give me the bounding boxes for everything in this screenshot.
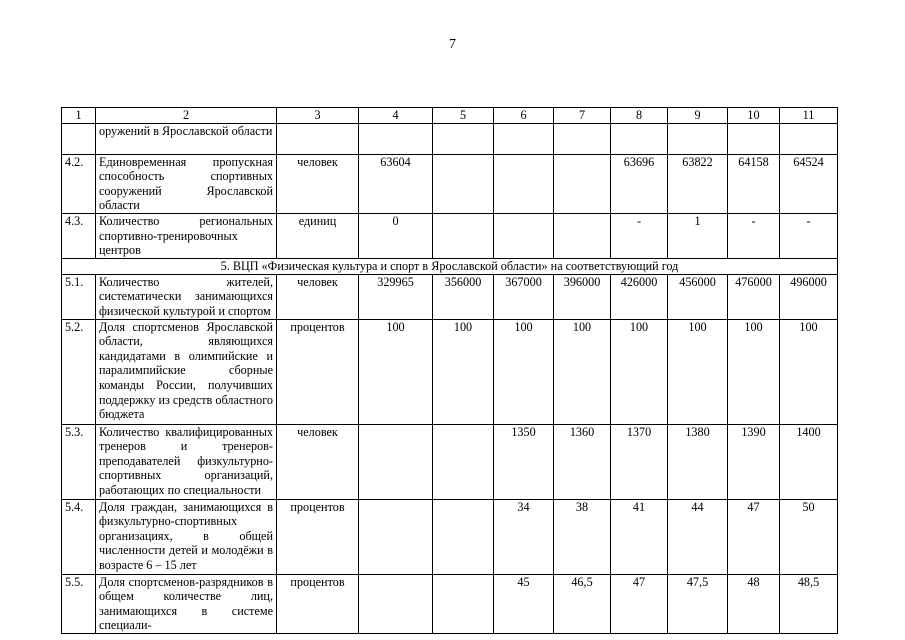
indicator-value bbox=[554, 154, 611, 213]
indicator-value bbox=[554, 123, 611, 154]
column-number-cell: 1 bbox=[62, 108, 96, 124]
indicator-value: 456000 bbox=[668, 274, 728, 319]
table-row bbox=[62, 424, 838, 499]
indicator-value: - bbox=[611, 213, 668, 258]
indicator-value: 100 bbox=[668, 319, 728, 424]
indicator-value: 48 bbox=[728, 574, 780, 633]
indicator-value: 1380 bbox=[668, 424, 728, 499]
indicator-name: Количество квалифицированных тренеров и тренеров-преподавателей физкультурно-спортивных организаций, работающих по специальности bbox=[96, 424, 277, 499]
indicator-value: 100 bbox=[554, 319, 611, 424]
indicator-value: 63696 bbox=[611, 154, 668, 213]
indicator-value: 329965 bbox=[359, 274, 433, 319]
indicator-unit: процентов bbox=[277, 499, 359, 574]
column-number-cell: 5 bbox=[433, 108, 494, 124]
indicator-value: 356000 bbox=[433, 274, 494, 319]
indicator-name: оружений в Ярославской области bbox=[96, 123, 277, 154]
indicator-value: 396000 bbox=[554, 274, 611, 319]
indicator-value: 50 bbox=[780, 499, 838, 574]
column-number-cell: 7 bbox=[554, 108, 611, 124]
indicator-value bbox=[433, 213, 494, 258]
indicator-number: 5.4. bbox=[62, 499, 96, 574]
indicator-value: 100 bbox=[611, 319, 668, 424]
indicator-value: 45 bbox=[494, 574, 554, 633]
indicator-value: 41 bbox=[611, 499, 668, 574]
indicator-value: 63822 bbox=[668, 154, 728, 213]
table-row bbox=[62, 319, 838, 424]
indicator-value: 47 bbox=[611, 574, 668, 633]
indicator-value: 476000 bbox=[728, 274, 780, 319]
indicator-value bbox=[359, 499, 433, 574]
table-row bbox=[62, 123, 838, 154]
table-row bbox=[62, 213, 838, 258]
indicator-unit: человек bbox=[277, 274, 359, 319]
indicator-value: 496000 bbox=[780, 274, 838, 319]
column-number-cell: 11 bbox=[780, 108, 838, 124]
indicator-name: Доля спортсменов-разрядников в общем количестве лиц, занимающихся в системе специали- bbox=[96, 574, 277, 633]
indicator-value: 100 bbox=[780, 319, 838, 424]
indicator-value bbox=[728, 123, 780, 154]
table-row bbox=[62, 274, 838, 319]
column-number-cell: 10 bbox=[728, 108, 780, 124]
indicator-value bbox=[433, 424, 494, 499]
indicator-value bbox=[359, 123, 433, 154]
indicator-value: 64524 bbox=[780, 154, 838, 213]
indicator-value: 1390 bbox=[728, 424, 780, 499]
indicator-value: 1360 bbox=[554, 424, 611, 499]
indicator-unit: процентов bbox=[277, 319, 359, 424]
column-number-row bbox=[62, 108, 838, 124]
indicator-value bbox=[359, 424, 433, 499]
table-row bbox=[62, 499, 838, 574]
indicator-value: 63604 bbox=[359, 154, 433, 213]
indicator-value: 367000 bbox=[494, 274, 554, 319]
indicator-number bbox=[62, 123, 96, 154]
indicator-value: 100 bbox=[433, 319, 494, 424]
indicator-value bbox=[611, 123, 668, 154]
indicator-value: 100 bbox=[728, 319, 780, 424]
indicator-value: 47 bbox=[728, 499, 780, 574]
indicator-value bbox=[359, 574, 433, 633]
indicator-value: 64158 bbox=[728, 154, 780, 213]
indicator-value: 0 bbox=[359, 213, 433, 258]
indicator-value bbox=[494, 213, 554, 258]
indicator-value: 426000 bbox=[611, 274, 668, 319]
indicator-value: 34 bbox=[494, 499, 554, 574]
column-number-cell: 4 bbox=[359, 108, 433, 124]
indicator-unit: процентов bbox=[277, 574, 359, 633]
indicator-value: 38 bbox=[554, 499, 611, 574]
indicator-value: 1370 bbox=[611, 424, 668, 499]
indicator-number: 5.5. bbox=[62, 574, 96, 633]
indicator-name: Единовременная пропускная способность спортивных сооружений Ярославской области bbox=[96, 154, 277, 213]
column-number-cell: 8 bbox=[611, 108, 668, 124]
indicator-value: 100 bbox=[359, 319, 433, 424]
indicator-value bbox=[433, 574, 494, 633]
indicator-value bbox=[433, 123, 494, 154]
indicator-value bbox=[433, 499, 494, 574]
indicator-value bbox=[668, 123, 728, 154]
indicator-value: 1 bbox=[668, 213, 728, 258]
indicator-value: 100 bbox=[494, 319, 554, 424]
indicator-value: - bbox=[780, 213, 838, 258]
page-number: 7 bbox=[449, 37, 456, 52]
indicator-name: Доля граждан, занимающихся в физкультурно-спортивных организациях, в общей численности детей и молодёжи в возрасте 6 – 15 лет bbox=[96, 499, 277, 574]
indicator-value bbox=[780, 123, 838, 154]
indicator-name: Количество жителей, систематически занимающихся физической культурой и спортом bbox=[96, 274, 277, 319]
indicator-name: Количество региональных спортивно-тренировочных центров bbox=[96, 213, 277, 258]
indicator-value bbox=[494, 123, 554, 154]
indicator-number: 5.2. bbox=[62, 319, 96, 424]
section-row bbox=[62, 258, 838, 274]
column-number-cell: 6 bbox=[494, 108, 554, 124]
indicator-value: 44 bbox=[668, 499, 728, 574]
indicator-unit: единиц bbox=[277, 213, 359, 258]
indicator-number: 4.3. bbox=[62, 213, 96, 258]
indicator-value bbox=[554, 213, 611, 258]
indicator-value: - bbox=[728, 213, 780, 258]
indicator-unit: человек bbox=[277, 154, 359, 213]
indicator-value bbox=[433, 154, 494, 213]
column-number-cell: 2 bbox=[96, 108, 277, 124]
indicator-unit: человек bbox=[277, 424, 359, 499]
indicator-value bbox=[494, 154, 554, 213]
table-row bbox=[62, 574, 838, 633]
indicators-table bbox=[61, 107, 838, 634]
indicator-value: 48,5 bbox=[780, 574, 838, 633]
indicator-number: 5.1. bbox=[62, 274, 96, 319]
indicator-value: 47,5 bbox=[668, 574, 728, 633]
column-number-cell: 3 bbox=[277, 108, 359, 124]
indicator-name: Доля спортсменов Ярославской области, являющихся кандидатами в олимпийские и паралимпийские сборные команды России, получивших поддержку из средств областного бюджета bbox=[96, 319, 277, 424]
indicator-value: 1350 bbox=[494, 424, 554, 499]
table-row bbox=[62, 154, 838, 213]
indicator-value: 46,5 bbox=[554, 574, 611, 633]
indicator-unit bbox=[277, 123, 359, 154]
indicator-number: 4.2. bbox=[62, 154, 96, 213]
column-number-cell: 9 bbox=[668, 108, 728, 124]
indicator-value: 1400 bbox=[780, 424, 838, 499]
indicator-number: 5.3. bbox=[62, 424, 96, 499]
section-title: 5. ВЦП «Физическая культура и спорт в Ярославской области» на соответствующий год bbox=[62, 258, 838, 274]
